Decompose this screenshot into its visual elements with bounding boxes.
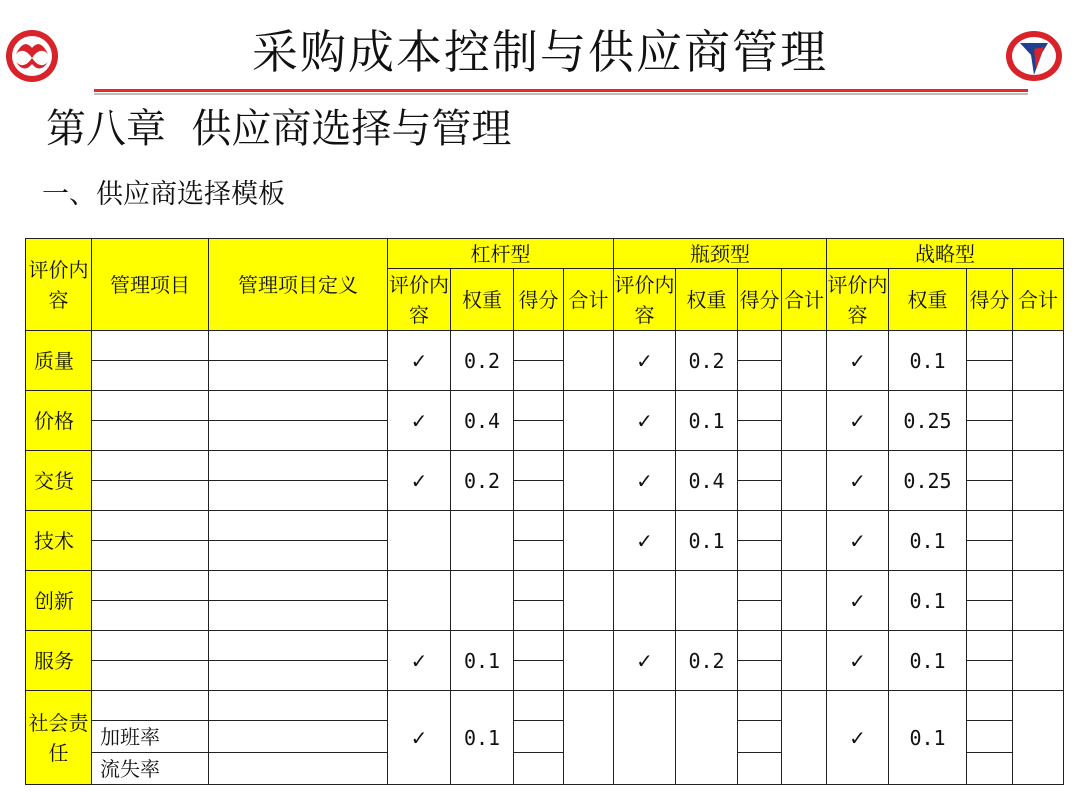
score-cell: [967, 721, 1013, 753]
definition-cell: [209, 753, 388, 785]
management-item-cell: [92, 691, 209, 721]
total-cell: [564, 391, 614, 451]
subheader-eval: 评价内容: [614, 269, 676, 331]
total-cell: [1013, 331, 1064, 391]
score-cell: [738, 691, 782, 721]
management-item-cell: [92, 481, 209, 511]
score-cell: [738, 571, 782, 601]
management-item-cell: [92, 661, 209, 691]
score-cell: [514, 481, 564, 511]
score-cell: [514, 331, 564, 361]
definition-cell: [209, 331, 388, 361]
definition-cell: [209, 631, 388, 661]
total-cell: [782, 331, 827, 391]
management-item-cell: [92, 601, 209, 631]
score-cell: [738, 451, 782, 481]
total-cell: [564, 331, 614, 391]
management-item-cell: [92, 331, 209, 361]
weight-value: 0.1: [889, 511, 967, 571]
criterion-label: 交货: [26, 451, 92, 511]
score-cell: [967, 421, 1013, 451]
score-cell: [738, 541, 782, 571]
score-cell: [514, 753, 564, 785]
eval-check: [388, 571, 451, 631]
weight-value: 0.4: [676, 451, 738, 511]
subheader-total: 合计: [564, 269, 614, 331]
eval-check: [614, 571, 676, 631]
score-cell: [738, 331, 782, 361]
score-cell: [967, 511, 1013, 541]
score-cell: [514, 631, 564, 661]
management-item-cell: [92, 391, 209, 421]
header-management-definition: 管理项目定义: [209, 239, 388, 331]
management-item-cell: [92, 571, 209, 601]
header-management-item: 管理项目: [92, 239, 209, 331]
total-cell: [782, 691, 827, 785]
total-cell: [782, 631, 827, 691]
eval-check: ✓: [827, 631, 889, 691]
score-cell: [514, 721, 564, 753]
score-cell: [967, 631, 1013, 661]
eval-check: ✓: [388, 331, 451, 391]
total-cell: [1013, 571, 1064, 631]
eval-check: ✓: [614, 331, 676, 391]
eval-check: ✓: [827, 451, 889, 511]
weight-value: 0.1: [889, 691, 967, 785]
weight-value: [676, 571, 738, 631]
definition-cell: [209, 571, 388, 601]
definition-cell: [209, 691, 388, 721]
management-item-cell: [92, 631, 209, 661]
score-cell: [967, 571, 1013, 601]
total-cell: [564, 451, 614, 511]
score-cell: [738, 721, 782, 753]
chapter-heading: 第八章 供应商选择与管理: [46, 106, 512, 152]
score-cell: [967, 753, 1013, 785]
score-cell: [967, 601, 1013, 631]
weight-value: 0.1: [676, 391, 738, 451]
weight-value: [676, 691, 738, 785]
score-cell: [738, 661, 782, 691]
management-item-cell: 流失率: [92, 753, 209, 785]
eval-check: ✓: [388, 451, 451, 511]
management-item-cell: [92, 421, 209, 451]
score-cell: [514, 511, 564, 541]
eval-check: ✓: [827, 571, 889, 631]
weight-value: [451, 511, 514, 571]
total-cell: [782, 511, 827, 571]
subheader-weight: 权重: [889, 269, 967, 331]
total-cell: [782, 571, 827, 631]
weight-value: 0.2: [451, 451, 514, 511]
header-group-leverage: 杠杆型: [388, 239, 614, 269]
subheader-eval: 评价内容: [827, 269, 889, 331]
management-item-cell: [92, 361, 209, 391]
subheader-score: 得分: [514, 269, 564, 331]
weight-value: 0.1: [451, 691, 514, 785]
weight-value: 0.1: [889, 631, 967, 691]
title-underline-shadow: [94, 93, 1028, 95]
eval-check: ✓: [614, 511, 676, 571]
definition-cell: [209, 721, 388, 753]
weight-value: 0.1: [889, 331, 967, 391]
weight-value: 0.25: [889, 451, 967, 511]
eval-check: ✓: [827, 331, 889, 391]
definition-cell: [209, 601, 388, 631]
eval-check: ✓: [614, 451, 676, 511]
criterion-label: 服务: [26, 631, 92, 691]
score-cell: [738, 391, 782, 421]
subheader-weight: 权重: [451, 269, 514, 331]
score-cell: [967, 361, 1013, 391]
section-heading: 一、供应商选择模板: [42, 179, 285, 210]
criterion-label: 质量: [26, 331, 92, 391]
management-item-cell: [92, 451, 209, 481]
definition-cell: [209, 541, 388, 571]
subheader-score: 得分: [738, 269, 782, 331]
total-cell: [1013, 451, 1064, 511]
subheader-weight: 权重: [676, 269, 738, 331]
subheader-total: 合计: [1013, 269, 1064, 331]
eval-check: ✓: [614, 631, 676, 691]
eval-check: [388, 511, 451, 571]
weight-value: 0.2: [676, 331, 738, 391]
eval-check: [614, 691, 676, 785]
score-cell: [738, 601, 782, 631]
weight-value: [451, 571, 514, 631]
header-group-strategic: 战略型: [827, 239, 1064, 269]
management-item-cell: [92, 511, 209, 541]
total-cell: [564, 631, 614, 691]
total-cell: [1013, 391, 1064, 451]
weight-value: 0.1: [451, 631, 514, 691]
eval-check: ✓: [614, 391, 676, 451]
score-cell: [514, 421, 564, 451]
subheader-score: 得分: [967, 269, 1013, 331]
score-cell: [514, 391, 564, 421]
weight-value: 0.2: [676, 631, 738, 691]
score-cell: [967, 391, 1013, 421]
total-cell: [1013, 631, 1064, 691]
definition-cell: [209, 361, 388, 391]
eval-check: ✓: [827, 391, 889, 451]
score-cell: [514, 541, 564, 571]
score-cell: [514, 571, 564, 601]
title-underline: [94, 89, 1028, 92]
score-cell: [514, 661, 564, 691]
score-cell: [967, 481, 1013, 511]
brand-logo: [1004, 29, 1064, 83]
score-cell: [967, 691, 1013, 721]
supplier-selection-table: [25, 238, 1064, 785]
definition-cell: [209, 661, 388, 691]
total-cell: [782, 451, 827, 511]
criterion-label-social: 社会责任: [26, 691, 92, 785]
criterion-label: 技术: [26, 511, 92, 571]
definition-cell: [209, 451, 388, 481]
definition-cell: [209, 391, 388, 421]
management-item-cell: 加班率: [92, 721, 209, 753]
criterion-label: 创新: [26, 571, 92, 631]
subheader-total: 合计: [782, 269, 827, 331]
weight-value: 0.1: [676, 511, 738, 571]
subheader-eval: 评价内容: [388, 269, 451, 331]
eval-check: ✓: [388, 391, 451, 451]
weight-value: 0.1: [889, 571, 967, 631]
score-cell: [967, 451, 1013, 481]
score-cell: [967, 661, 1013, 691]
total-cell: [1013, 511, 1064, 571]
score-cell: [738, 421, 782, 451]
eval-check: ✓: [827, 511, 889, 571]
eval-check: ✓: [388, 631, 451, 691]
criterion-label: 价格: [26, 391, 92, 451]
management-item-cell: [92, 541, 209, 571]
score-cell: [738, 511, 782, 541]
definition-cell: [209, 481, 388, 511]
score-cell: [738, 753, 782, 785]
eval-check: ✓: [388, 691, 451, 785]
score-cell: [514, 451, 564, 481]
score-cell: [738, 631, 782, 661]
total-cell: [564, 511, 614, 571]
score-cell: [967, 331, 1013, 361]
weight-value: 0.2: [451, 331, 514, 391]
definition-cell: [209, 421, 388, 451]
total-cell: [564, 691, 614, 785]
total-cell: [782, 391, 827, 451]
page-title: 采购成本控制与供应商管理: [252, 25, 828, 79]
weight-value: 0.25: [889, 391, 967, 451]
header-eval-content: 评价内容: [26, 239, 92, 331]
score-cell: [514, 691, 564, 721]
eval-check: ✓: [827, 691, 889, 785]
score-cell: [514, 361, 564, 391]
score-cell: [514, 601, 564, 631]
score-cell: [738, 481, 782, 511]
definition-cell: [209, 511, 388, 541]
total-cell: [564, 571, 614, 631]
score-cell: [738, 361, 782, 391]
score-cell: [967, 541, 1013, 571]
header-group-bottleneck: 瓶颈型: [614, 239, 827, 269]
total-cell: [1013, 691, 1064, 785]
weight-value: 0.4: [451, 391, 514, 451]
